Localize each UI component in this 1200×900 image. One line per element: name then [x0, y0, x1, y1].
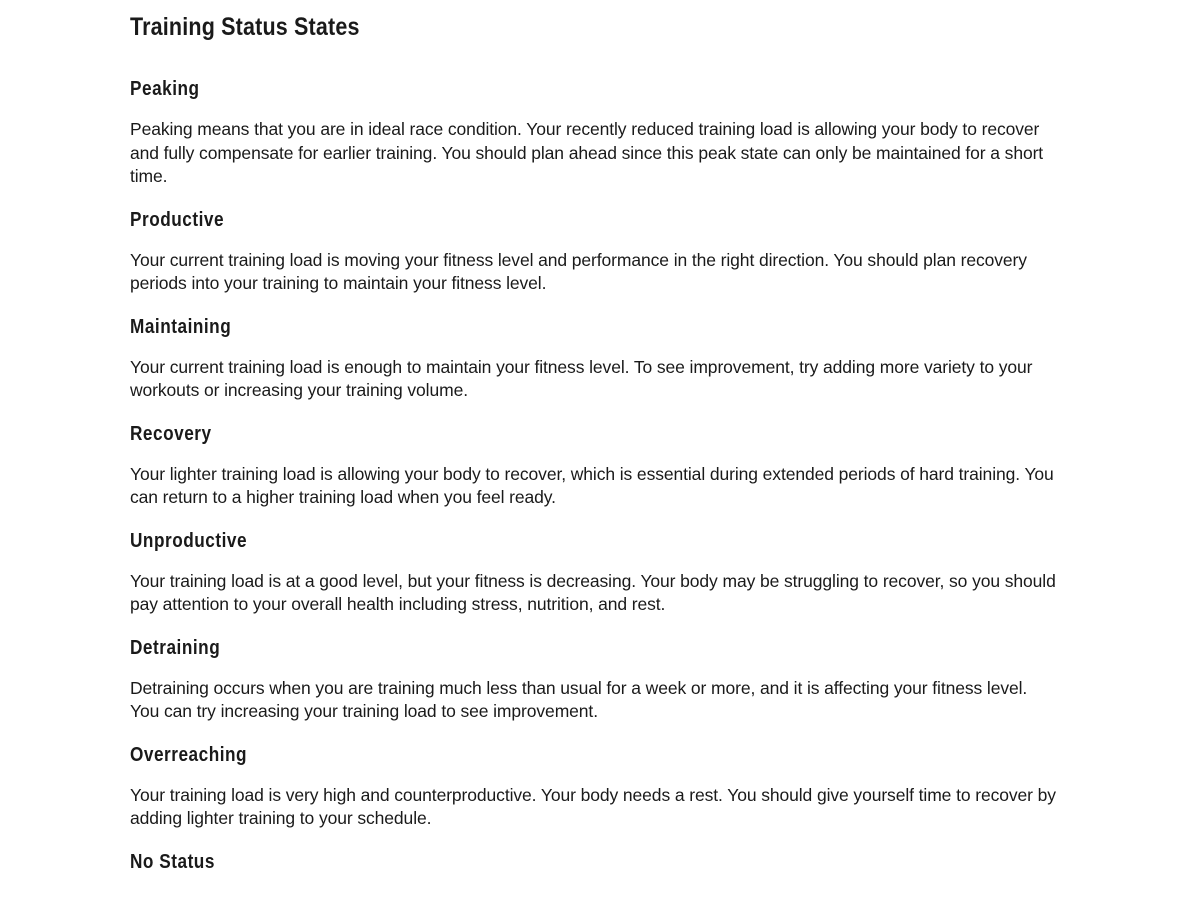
page-title: Training Status States [130, 13, 360, 41]
section-body: Detraining occurs when you are training much less than usual for a week or more, and it is affecting your fitness level. You can try increasing your training load to see improvement. [130, 677, 1028, 721]
section-body: Peaking means that you are in ideal race condition. Your recently reduced training load is allowing your body to recover and fully compensate for earlier training. You should plan ahead since this peak state can only be maintained for a short time. [130, 119, 1044, 186]
section-heading: Overreaching [130, 743, 248, 766]
section-heading: Peaking [130, 78, 200, 100]
section-body: Your training load is very high and counterproductive. Your body needs a rest. You should give yourself time to recover by adding lighter training to your schedule. [130, 784, 1056, 828]
section-body: Your lighter training load is allowing your body to recover, which is essential during extended periods of hard training. You can return to a higher training load when you feel ready. [130, 463, 1054, 507]
section-no-status [130, 847, 1060, 877]
section-heading: Recovery [130, 422, 212, 445]
document [130, 0, 1060, 877]
section-heading: Unproductive [130, 529, 248, 552]
section-heading: Productive [130, 208, 225, 231]
section-heading: Detraining [130, 636, 221, 659]
section-overreaching [130, 740, 1060, 831]
section-body: Your training load is at a good level, but your fitness is decreasing. Your body may be struggling to recover, so you should pay attention to your overall health including stress, nutrition, and rest. [130, 570, 1056, 614]
section-body: Your current training load is moving your fitness level and performance in the right direction. You should plan recovery periods into your training to maintain your fitness level. [130, 249, 1027, 293]
section-productive [130, 205, 1060, 296]
section-recovery [130, 419, 1060, 510]
section-heading: No Status [130, 850, 215, 873]
section-detraining [130, 633, 1060, 724]
section-maintaining [130, 312, 1060, 403]
section-unproductive [130, 526, 1060, 617]
section-heading: Maintaining [130, 315, 232, 338]
section-body: Your current training load is enough to maintain your fitness level. To see improvement, try adding more variety to your workouts or increasing your training volume. [130, 356, 1033, 400]
section-peaking [130, 74, 1060, 189]
